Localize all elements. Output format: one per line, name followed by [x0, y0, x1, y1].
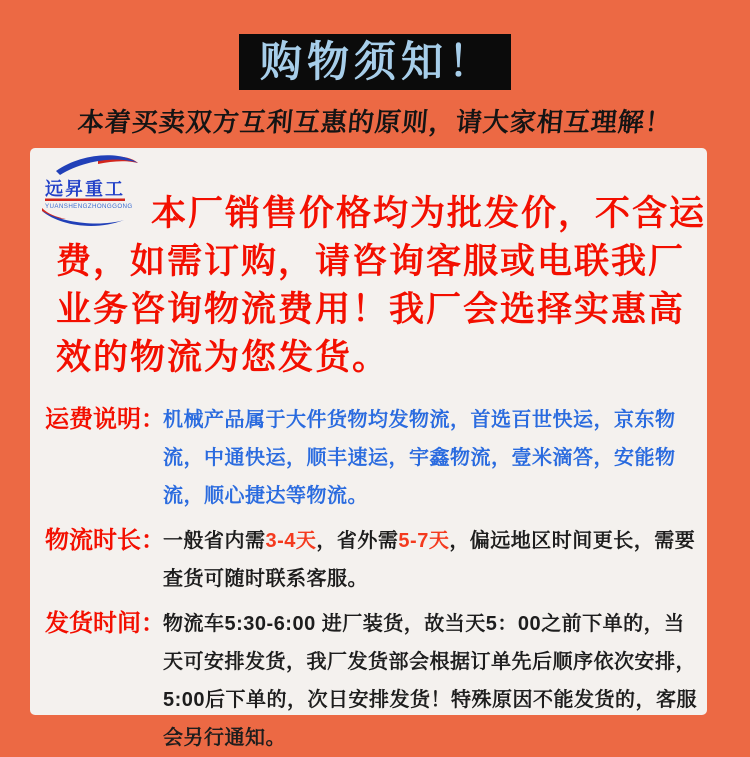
logo-underline: [45, 199, 125, 202]
intro-line: 费，如需订购，请咨询客服或电联我厂: [56, 242, 686, 281]
section-content: [163, 605, 699, 757]
banner-title: 购物须知！: [259, 38, 495, 85]
section-label: 运费说明：: [45, 406, 165, 433]
section-delivery-time: [30, 605, 707, 757]
info-sections: [30, 401, 707, 757]
intro-line: 本厂销售价格均为批发价，不含运: [151, 194, 707, 233]
logo-name: 远昇重工: [45, 179, 125, 199]
section-logistics-duration: [30, 522, 707, 598]
text-segment: 物流车5:30-6:00 进厂装货，故当天5：00之前下单的，当天可安排发货，我厂发货部会根据订单先后顺序依次安排，5:00后下单的，次日安排发货！特殊原因不能发货的，客服会另行通知。: [163, 613, 698, 749]
text-segment: ，省外需: [316, 530, 399, 552]
intro-line: 效的物流为您发货。: [56, 338, 390, 377]
section-shipping-fee: [30, 401, 707, 515]
logo-swoosh-top-icon: [56, 155, 138, 175]
logo-subtext: YUANSHENGZHONGGONG: [45, 203, 133, 210]
header: [0, 0, 750, 139]
text-segment: 3-4天: [265, 530, 317, 552]
section-label: 发货时间：: [45, 610, 165, 637]
company-logo: [38, 150, 150, 230]
section-label: 物流时长：: [45, 527, 165, 554]
section-content: [163, 401, 699, 515]
text-segment: 5-7天: [398, 530, 450, 552]
intro-line: 业务咨询物流费用！我厂会选择实惠高: [56, 290, 686, 329]
text-segment: 机械产品属于大件货物均发物流，首选百世快运，京东物流，中通快运，顺丰速运，宇鑫物流，壹米滴答，安能物流，顺心捷达等物流。: [163, 409, 676, 507]
text-segment: ，偏远地区时间更长，需要查货可随时联系客服。: [163, 530, 696, 590]
shopping-notice-banner: [239, 34, 511, 90]
section-content: [163, 522, 699, 598]
logo-swoosh-bottom-icon: [42, 208, 124, 226]
header-subtitle: 本着买卖双方互利互惠的原则，请大家相互理解！: [76, 107, 674, 137]
text-segment: 一般省内需: [163, 530, 266, 552]
notice-card: [30, 148, 707, 749]
